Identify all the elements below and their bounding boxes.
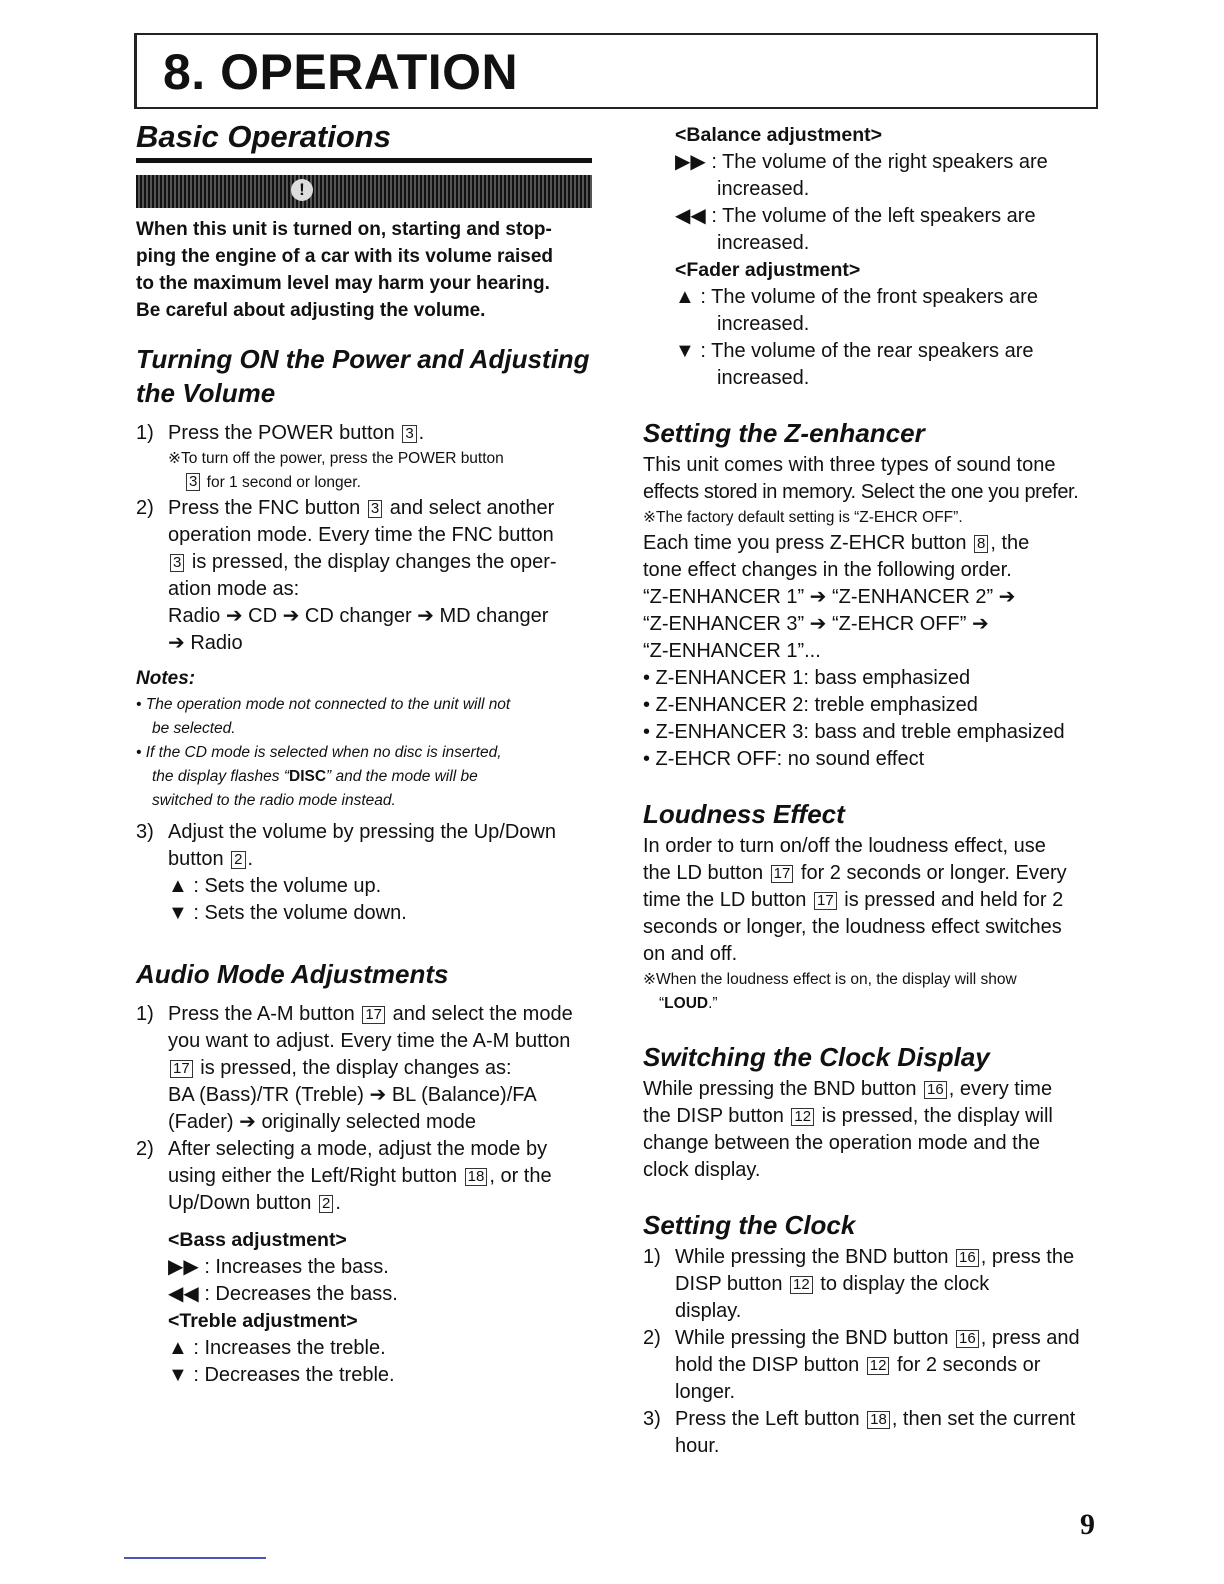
left-column <box>136 120 592 1389</box>
step-1: 1) Press the POWER button 3 . <box>136 420 592 447</box>
caution-line: ping the engine of a car with its volume raised <box>136 246 554 267</box>
key-16-icon: 16 <box>956 1249 979 1267</box>
power-section-title <box>136 342 592 410</box>
caution-line: Be careful about adjusting the volume. <box>136 300 486 321</box>
key-17-icon: 17 <box>814 892 837 910</box>
z-enhancer-title: Setting the Z-enhancer <box>643 418 925 448</box>
bass-heading: <Bass adjustment> <box>168 1229 347 1251</box>
caution-line: to the maximum level may harm your hearing. <box>136 273 550 294</box>
key-12-icon: 12 <box>790 1276 813 1294</box>
note-item: • The operation mode not connected to the unit will not <box>136 696 511 713</box>
fader-heading: <Fader adjustment> <box>675 259 861 281</box>
step-number: 3) <box>643 1408 661 1430</box>
key-3-icon: 3 <box>170 554 184 572</box>
loudness-body: In order to turn on/off the loudness effect, use the LD button 17 for 2 seconds or longer. Every time the LD button 17 is pressed and held for 2 seconds or longer, the loudness effect switches on and off. ※When the loudness effect is on, the display will show “LOUD.” <box>643 835 1067 1012</box>
notes-heading: Notes: <box>136 668 196 689</box>
step-3: 3) Adjust the volume by pressing the Up/Down button 2 . ▲ : Sets the volume up. ▼ : Sets the volume down. <box>136 819 592 927</box>
key-17-icon: 17 <box>362 1006 385 1024</box>
caution-banner <box>136 175 592 208</box>
key-12-icon: 12 <box>791 1108 814 1126</box>
exclamation-icon: ! <box>291 179 313 201</box>
loudness-title: Loudness Effect <box>643 799 845 829</box>
key-17-icon: 17 <box>771 865 794 883</box>
step-number: 1) <box>643 1246 661 1268</box>
step-1-note: ※To turn off the power, press the POWER button 3 for 1 second or longer. <box>168 450 504 491</box>
z-mode-item: • Z-ENHANCER 3: bass and treble emphasized <box>643 721 1065 743</box>
key-12-icon: 12 <box>867 1357 890 1375</box>
key-18-icon: 18 <box>465 1168 488 1186</box>
balance-heading: <Balance adjustment> <box>675 124 882 146</box>
key-3-icon: 3 <box>368 500 382 518</box>
step-number: 2) <box>136 1138 154 1160</box>
step-number: 2) <box>643 1327 661 1349</box>
clock-step-1: 1) While pressing the BND button 16 , press the DISP button 12 to display the clock display. <box>643 1246 1075 1322</box>
right-column <box>643 122 1099 1460</box>
clock-display-title: Switching the Clock Display <box>643 1042 990 1072</box>
notes-list: • The operation mode not connected to the unit will not be selected. • If the CD mode is selected when no disc is inserted, the display flashes “DISC” and the mode will be switched to the radio mode instead. <box>136 693 592 813</box>
chapter-title-box <box>134 33 1098 109</box>
audio-step-2: 2) After selecting a mode, adjust the mode by using either the Left/Right button 18 , or the Up/Down button 2 . <box>136 1138 552 1214</box>
key-8-icon: 8 <box>974 535 988 553</box>
setting-clock-title: Setting the Clock <box>643 1210 856 1240</box>
step-number: 3) <box>136 821 154 843</box>
key-2-icon: 2 <box>319 1195 333 1213</box>
audio-mode-title: Audio Mode Adjustments <box>136 959 449 989</box>
key-3-icon: 3 <box>186 473 200 491</box>
step-number: 1) <box>136 1003 154 1025</box>
clock-display-body: While pressing the BND button 16 , every time the DISP button 12 is pressed, the display will change between the operation mode and the clock display. <box>643 1078 1053 1181</box>
key-3-icon: 3 <box>402 425 416 443</box>
key-16-icon: 16 <box>924 1081 947 1099</box>
volume-down-line: ▼ : Sets the volume down. <box>168 902 407 924</box>
key-18-icon: 18 <box>867 1411 890 1429</box>
power-title-line: Turning ON the Power and Adjusting <box>136 344 590 374</box>
treble-heading: <Treble adjustment> <box>168 1310 358 1332</box>
step-2: 2) Press the FNC button 3 and select another operation mode. Every time the FNC button 3 is pressed, the display changes the oper- ation mode as: Radio ➔ CD ➔ CD changer ➔ MD changer ➔ Radio <box>136 497 557 654</box>
step-number: 2) <box>136 497 154 519</box>
footer-rule <box>124 1557 266 1559</box>
key-17-icon: 17 <box>170 1060 193 1078</box>
chapter-title: 8. OPERATION <box>163 44 519 100</box>
power-title-line: the Volume <box>136 378 276 408</box>
caution-text <box>136 216 592 324</box>
clock-step-2: 2) While pressing the BND button 16 , press and hold the DISP button 12 for 2 seconds or longer. <box>643 1327 1080 1403</box>
z-enhancer-body: This unit comes with three types of sound tone effects stored in memory. Select the one you prefer. ※The factory default setting is “Z-EHCR OFF”. Each time you press Z-EHCR button 8 , the tone effect changes in the following order. “Z-ENHANCER 1” ➔ “Z-ENHANCER 2” ➔ “Z-ENHANCER 3” ➔ “Z-EHCR OFF” ➔ “Z-ENHANCER 1”... • Z-ENHANCER 1: bass emphasized • Z-ENHANCER 2: treble emphasized • Z-ENHANCER 3: bass and treble emphasized • Z-EHCR OFF: no sound effect <box>643 452 1099 773</box>
key-2-icon: 2 <box>231 851 245 869</box>
z-mode-item: • Z-ENHANCER 2: treble emphasized <box>643 694 978 716</box>
key-16-icon: 16 <box>956 1330 979 1348</box>
bass-treble-block: <Bass adjustment> ▶▶ : Increases the bass. ◀◀ : Decreases the bass. <Treble adjustment> ▲ : Increases the treble. ▼ : Decreases the treble. <box>136 1227 592 1389</box>
volume-up-line: ▲ : Sets the volume up. <box>168 875 382 897</box>
step-number: 1) <box>136 422 154 444</box>
audio-step-1: 1) Press the A-M button 17 and select the mode you want to adjust. Every time the A-M button 17 is pressed, the display changes as: BA (Bass)/TR (Treble) ➔ BL (Balance)/FA (Fader) ➔ originally selected mode <box>136 1003 573 1133</box>
clock-step-3: 3) Press the Left button 18 , then set the current hour. <box>643 1408 1076 1457</box>
caution-line: When this unit is turned on, starting and stop- <box>136 219 552 240</box>
note-item: • If the CD mode is selected when no disc is inserted, <box>136 744 502 761</box>
page-number: 9 <box>1080 1508 1095 1541</box>
title-rule <box>136 158 592 163</box>
basic-operations-title: Basic Operations <box>136 119 391 154</box>
balance-fader-block: <Balance adjustment> ▶▶ : The volume of the right speakers are increased. ◀◀ : The volume of the left speakers are increased. <Fader adjustment> ▲ : The volume of the front speakers are increased. ▼ : The volume of the rear speakers are increased. <box>643 122 1099 392</box>
z-mode-item: • Z-EHCR OFF: no sound effect <box>643 748 925 770</box>
z-mode-item: • Z-ENHANCER 1: bass emphasized <box>643 667 971 689</box>
